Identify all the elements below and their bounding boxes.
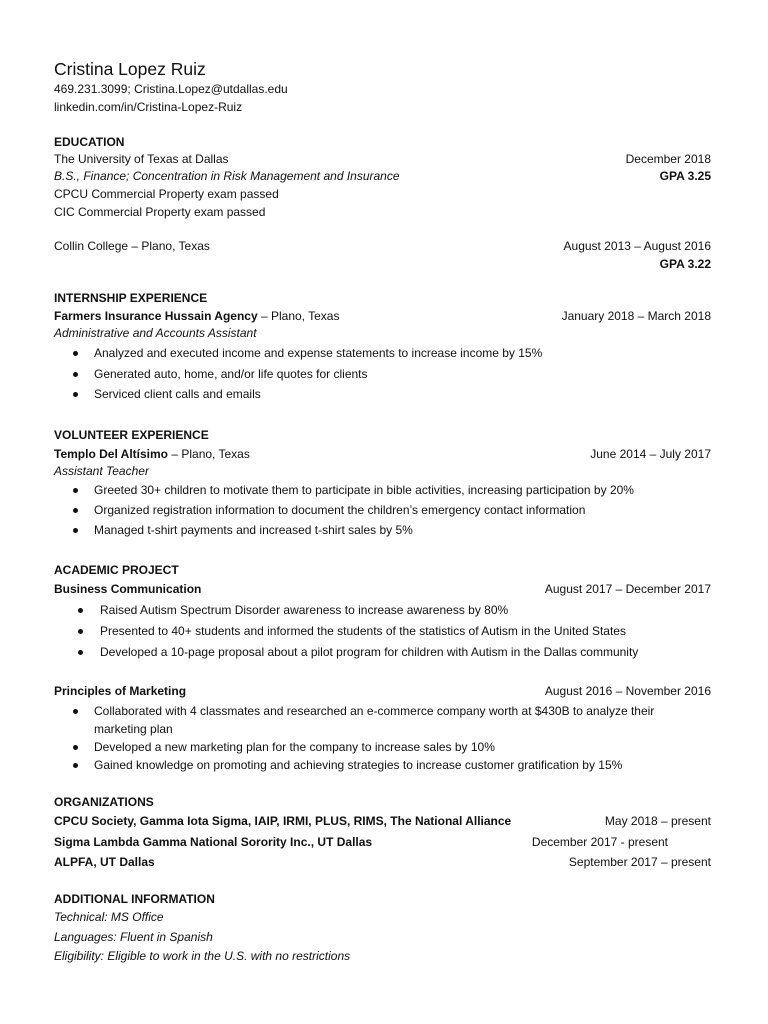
project-bullet: Developed a new marketing plan for the company to increase sales by 10% [94, 740, 495, 754]
internship-org: Farmers Insurance Hussain Agency [54, 309, 258, 323]
eligibility-line: Eligibility: Eligible to work in the U.S. with no restrictions [54, 949, 351, 963]
resume-name: Cristina Lopez Ruiz [54, 59, 206, 79]
volunteer-bullet: Organized registration information to document the children’s emergency contact information [94, 503, 586, 517]
internship-location: – Plano, Texas [257, 309, 340, 323]
project-bullet: Collaborated with 4 classmates and researched an e-commerce company worth at $430B to analyze their [94, 704, 655, 718]
volunteer-date: June 2014 – July 2017 [590, 447, 711, 461]
project-title: Business Communication [54, 582, 202, 596]
linkedin-link[interactable]: linkedin.com/in/Cristina-Lopez-Ruiz [54, 100, 243, 114]
project-date: August 2016 – November 2016 [544, 684, 711, 698]
academic-heading: ACADEMIC PROJECT [54, 563, 179, 577]
organizations-heading: ORGANIZATIONS [54, 795, 154, 809]
project-title: Principles of Marketing [54, 684, 187, 698]
project-date: August 2017 – December 2017 [544, 582, 711, 596]
project-bullet: Presented to 40+ students and informed the students of the statistics of Autism in the United States [100, 624, 626, 638]
collin-school: Collin College – Plano, Texas [54, 239, 210, 253]
bullet-icon [73, 528, 78, 533]
bullet-icon [73, 372, 78, 377]
volunteer-heading: VOLUNTEER EXPERIENCE [54, 428, 209, 442]
bullet-icon [78, 650, 83, 655]
utd-cert-cpcu: CPCU Commercial Property exam passed [54, 187, 279, 201]
collin-gpa: GPA 3.22 [659, 257, 711, 271]
technical-line: Technical: MS Office [54, 910, 164, 924]
bullet-icon [73, 763, 78, 768]
organization-date: May 2018 – present [604, 814, 711, 828]
volunteer-bullet: Managed t-shirt payments and increased t-shirt sales by 5% [94, 523, 413, 537]
volunteer-location: – Plano, Texas [168, 447, 250, 461]
volunteer-org: Templo Del Altísimo [54, 447, 169, 461]
internship-bullet: Analyzed and executed income and expense statements to increase income by 15% [94, 346, 543, 360]
bullet-icon [78, 629, 83, 634]
project-bullet: Developed a 10-page proposal about a pilot program for children with Autism in the Dallas community [100, 645, 639, 659]
organization-name: Sigma Lambda Gamma National Sorority Inc., UT Dallas [54, 835, 373, 849]
organization-name: CPCU Society, Gamma Iota Sigma, IAIP, IRMI, PLUS, RIMS, The National Alliance [54, 814, 512, 828]
bullet-icon [78, 608, 83, 613]
bullet-icon [73, 488, 78, 493]
bullet-icon [73, 709, 78, 714]
organization-date: December 2017 - present [531, 835, 668, 849]
organization-date: September 2017 – present [568, 855, 711, 869]
bullet-icon [73, 508, 78, 513]
education-heading: EDUCATION [54, 135, 125, 149]
organization-name: ALPFA, UT Dallas [54, 855, 155, 869]
internship-role: Administrative and Accounts Assistant [54, 326, 257, 340]
volunteer-org-line [54, 448, 250, 460]
internship-bullet: Serviced client calls and emails [94, 387, 261, 401]
contact-line: 469.231.3099; Cristina.Lopez@utdallas.edu [54, 82, 288, 96]
volunteer-bullet: Greeted 30+ children to motivate them to participate in bible activities, increasing participation by 20% [94, 483, 634, 497]
languages-line: Languages: Fluent in Spanish [54, 930, 213, 944]
bullet-icon [73, 745, 78, 750]
internship-org-line [54, 310, 339, 322]
additional-heading: ADDITIONAL INFORMATION [54, 892, 215, 906]
internship-bullet: Generated auto, home, and/or life quotes for clients [94, 367, 368, 381]
project-bullet: Raised Autism Spectrum Disorder awareness to increase awareness by 80% [100, 603, 509, 617]
collin-date: August 2013 – August 2016 [563, 239, 711, 253]
internship-heading: INTERNSHIP EXPERIENCE [54, 291, 208, 305]
utd-cert-cic: CIC Commercial Property exam passed [54, 205, 266, 219]
project-bullet: Gained knowledge on promoting and achieving strategies to increase customer gratification by 15% [94, 758, 623, 772]
utd-degree: B.S., Finance; Concentration in Risk Management and Insurance [54, 169, 400, 183]
utd-date: December 2018 [625, 152, 711, 166]
project-bullet-continuation: marketing plan [94, 722, 173, 736]
utd-school: The University of Texas at Dallas [54, 152, 229, 166]
internship-date: January 2018 – March 2018 [561, 309, 711, 323]
utd-gpa: GPA 3.25 [659, 169, 711, 183]
bullet-icon [73, 392, 78, 397]
volunteer-role: Assistant Teacher [54, 464, 149, 478]
bullet-icon [73, 351, 78, 356]
